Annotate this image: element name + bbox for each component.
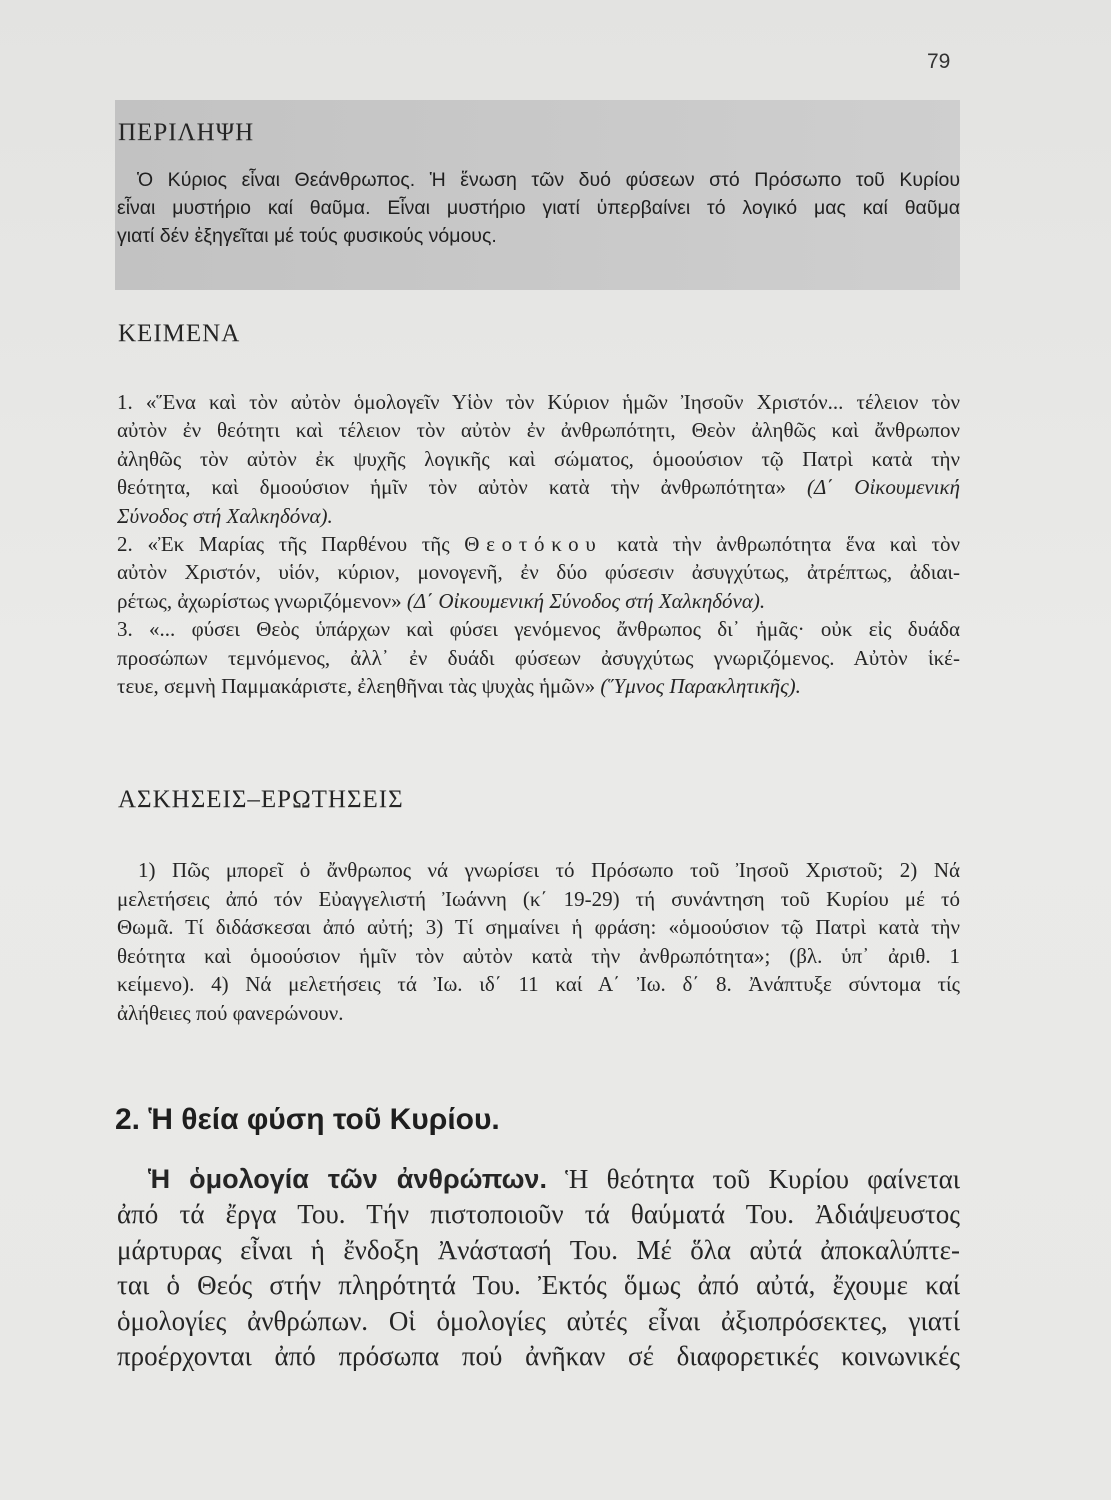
summary-line-text: γιατί δέν ἐξηγεῖται μέ τούς φυσικούς νόμους.: [117, 225, 497, 247]
summary-line-text: εἶναι μυστήριο καί θαῦμα. Εἶναι μυστήριο γιατί ὑπερβαίνει τό λογικό μας καί θαῦμα: [117, 197, 960, 219]
text-line: [117, 615, 960, 643]
exercise-line: [117, 942, 960, 971]
page-number: 79: [927, 50, 951, 73]
paragraph-line: [117, 1162, 960, 1197]
text-line: [117, 587, 960, 615]
text-line: [117, 416, 960, 444]
quote-text: αὐτὸν ἐν θεότητι καὶ τέλειον τὸν αὐτὸν ἐν ἀνθρωπότητι, Θεὸν ἀληθῶς καὶ ἄνθρωπον: [117, 418, 960, 443]
quote-text: ρέτως, ἀχωρίστως γνωριζόμενον»: [117, 588, 407, 613]
texts-list: [117, 388, 960, 700]
summary-line-text: Ὁ Κύριος εἶναι Θεάνθρωπος. Ἡ ἕνωση τῶν δυό φύσεων στό Πρόσωπο τοῦ Κυρίου: [137, 169, 960, 191]
quote-text: ἀληθῶς τὸν αὐτὸν ἐκ ψυχῆς λογικῆς καὶ σώματος, ὁμοούσιον τῷ Πατρὶ κατὰ τὴν: [117, 446, 960, 471]
source-citation: (Δ΄ Οἰκουμενική Σύνοδος στή Χαλκηδόνα).: [406, 588, 766, 613]
line-wrapper: [117, 672, 801, 700]
line-wrapper: [148, 1162, 960, 1197]
paragraph-text: ὁμολογίες ἀνθρώπων. Οἱ ὁμολογίες αὐτές εἶναι ἀξιοπρόσεκτες, γιατί: [117, 1305, 960, 1336]
text-line: [117, 672, 960, 700]
summary-heading: ΠΕΡΙΛΗΨΗ: [118, 119, 255, 146]
text-line: [117, 473, 960, 501]
paragraph-text: μάρτυρας εἶναι ἡ ἔνδοξη Ἀνάστασή Του. Μέ ὅλα αὐτά ἀποκαλύπτε-: [117, 1234, 960, 1265]
exercise-line-text: μελετήσεις ἀπό τόν Εὐαγγελιστή Ἰωάννη (κ΄ 19-29) τή συνάντηση τοῦ Κυρίου μέ τό: [117, 886, 960, 911]
exercises-text: [117, 856, 960, 1028]
exercise-line: [117, 999, 960, 1028]
summary-text: [117, 166, 960, 250]
exercise-line: [117, 913, 960, 942]
text-line: [117, 502, 960, 530]
line-wrapper: [117, 502, 333, 530]
paragraph-line: [117, 1197, 960, 1232]
paragraph-line: [117, 1233, 960, 1268]
quote-text: 3. «... φύσει Θεὸς ὑπάρχων καὶ φύσει γενόμενος ἄνθρωπος δι᾽ ἡμᾶς· οὐκ εἰς δυάδα: [117, 617, 960, 642]
text-line: [117, 388, 960, 416]
summary-line: [117, 166, 960, 194]
quote-text: αὐτὸν Χριστόν, υἱόν, κύριον, μονογενῆ, ἐν δύο φύσεσιν ἀσυγχύτως, ἀτρέπτως, ἀδιαι-: [117, 560, 960, 585]
text-line: [117, 445, 960, 473]
exercise-line: [117, 856, 960, 885]
exercise-line-text: κείμενο). 4) Νά μελετήσεις τά Ἰω. ιδ΄ 11 καί Α΄ Ἰω. δ΄ 8. Ἀνάπτυξε σύντομα τίς: [117, 972, 960, 997]
source-citation: (Δ΄ Οἰκουμενική: [806, 475, 960, 500]
line-wrapper: [117, 530, 960, 558]
line-wrapper: [117, 473, 960, 501]
paragraph-line: [117, 1339, 960, 1374]
paragraph-text: ἀπό τά ἔργα Του. Τήν πιστοποιοῦν τά θαύματά Του. Ἀδιάψευστος: [117, 1199, 960, 1230]
section-title: 2. Ἡ θεία φύση τοῦ Κυρίου.: [115, 1103, 500, 1136]
quote-text: θεότητα, καὶ δμοούσιον ἡμῖν τὸν αὐτὸν κατὰ τὴν ἀνθρωπότητα»: [117, 475, 807, 500]
text-line: [117, 558, 960, 586]
source-citation: (Ὕμνος Παρακλητικῆς).: [600, 673, 801, 698]
exercise-line-text: ἀλήθειες πού φανερώνουν.: [117, 1000, 344, 1025]
emphasized-word: Θεοτόκου: [464, 531, 603, 556]
paragraph-lead: Ἡ ὁμολογία τῶν ἀνθρώπων.: [148, 1164, 547, 1194]
quote-text: προσώπων τεμνόμενος, ἀλλ᾽ ἐν δυάδι φύσεων ἀσυγχύτως γνωριζόμενος. Αὐτὸν ἱκέ-: [117, 645, 960, 670]
paragraph-text: Ἡ θεότητα τοῦ Κυρίου φαίνεται: [546, 1164, 960, 1194]
paragraph-line: [117, 1304, 960, 1339]
section-paragraph: [117, 1162, 960, 1374]
paragraph-text: ται ὁ Θεός στήν πληρότητά Του. Ἐκτός ὅμως ἀπό αὐτά, ἔχουμε καί: [117, 1270, 960, 1301]
exercise-line-text: θεότητα καὶ ὁμοούσιον ἡμῖν τὸν αὐτὸν κατὰ τὴν ἀνθρωπότητα»; (βλ. ὑπ᾽ ἀριθ. 1: [117, 943, 960, 968]
summary-line: [117, 194, 960, 222]
paragraph-text: προέρχονται ἀπό πρόσωπα πού ἀνῆκαν σέ διαφορετικές κοινωνικές: [117, 1340, 960, 1371]
exercise-line-text: Θωμᾶ. Τί διδάσκεσαι ἀπό αὐτή; 3) Τί σημαίνει ἡ φράση: «ὁμοούσιον τῷ Πατρὶ κατὰ τὴν: [117, 915, 960, 940]
paragraph-line: [117, 1268, 960, 1303]
quote-text: κατὰ τὴν ἀνθρωπότητα ἕνα καὶ τὸν: [602, 531, 960, 556]
texts-heading: ΚΕΙΜΕΝΑ: [118, 320, 241, 347]
summary-line: [117, 222, 960, 250]
exercise-line-text: 1) Πῶς μπορεῖ ὁ ἄνθρωπος νά γνωρίσει τό Πρόσωπο τοῦ Ἰησοῦ Χριστοῦ; 2) Νά: [138, 858, 960, 882]
quote-text: 1. «Ἕνα καὶ τὸν αὐτὸν ὁμολογεῖν Υἱὸν τὸν Κύριον ἡμῶν Ἰησοῦν Χριστόν... τέλειον τὸν: [117, 390, 960, 414]
exercise-line: [117, 885, 960, 914]
line-wrapper: [117, 587, 765, 615]
text-line: [117, 530, 960, 558]
exercises-heading: ΑΣΚΗΣΕΙΣ–ΕΡΩΤΗΣΕΙΣ: [118, 786, 404, 813]
quote-text: τευε, σεμνὴ Παμμακάριστε, ἐλεηθῆναι τὰς ψυχὰς ἡμῶν»: [117, 673, 601, 698]
text-line: [117, 644, 960, 672]
exercise-line: [117, 970, 960, 999]
source-citation: Σύνοδος στή Χαλκηδόνα).: [117, 503, 333, 528]
quote-text: 2. «Ἐκ Μαρίας τῆς Παρθένου τῆς: [117, 531, 465, 556]
